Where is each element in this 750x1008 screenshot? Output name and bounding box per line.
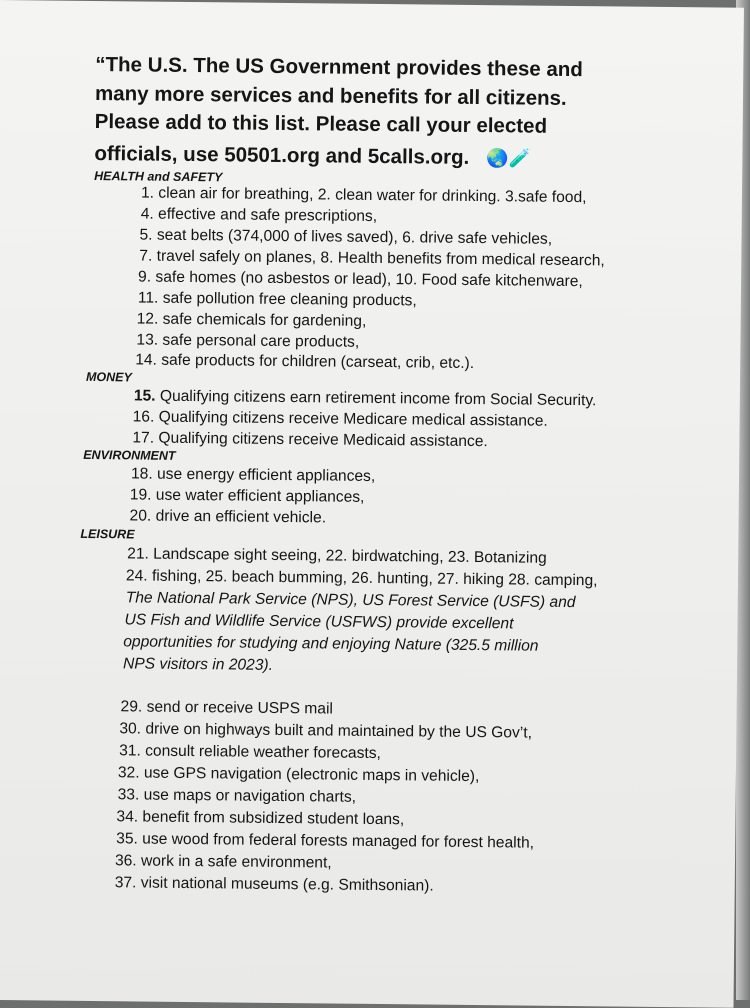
list-item — [134, 387, 597, 410]
section-heading-leisure: LEISURE — [80, 526, 135, 542]
list-item: 19. use water efficient appliances, — [129, 486, 365, 506]
list-item: 1. clean air for breathing, 2. clean water for drinking. 3.safe food, — [140, 184, 587, 207]
section-heading-environment: ENVIRONMENT — [83, 447, 176, 463]
list-item-number: 15. — [133, 387, 156, 405]
list-item: 37. visit national museums (e.g. Smithsonian). — [114, 874, 434, 895]
list-item: 32. use GPS navigation (electronic maps in vehicle), — [117, 764, 480, 786]
title-line: many more services and benefits for all citizens. — [94, 81, 567, 110]
leisure-note-line: opportunities for studying and enjoying Nature (325.5 million — [123, 633, 539, 655]
list-item: 7. travel safely on planes, 8. Health benefits from medical research, — [139, 247, 605, 270]
list-item: 29. send or receive USPS mail — [120, 698, 334, 718]
list-item: 9. safe homes (no asbestos or lead), 10. Food safe kitchenware, — [138, 268, 583, 291]
globe-test-tube-icon: 🌏🧪 — [486, 147, 532, 169]
list-item: 24. fishing, 25. beach bumming, 26. hunting, 27. hiking 28. camping, — [125, 567, 598, 590]
leisure-note-line: US Fish and Wildlife Service (USFWS) provide excellent — [124, 611, 514, 633]
list-item-text: Qualifying citizens receive Medicare medical assistance. — [154, 408, 548, 430]
list-item: 20. drive an efficient vehicle. — [129, 507, 327, 527]
list-item: 33. use maps or navigation charts, — [117, 786, 357, 806]
list-item: 30. drive on highways built and maintained by the US Gov’t, — [119, 720, 533, 742]
title-line-text: officials, use 50501.org and 5calls.org. — [94, 141, 470, 169]
list-item: 12. safe chemicals for gardening, — [136, 310, 367, 330]
list-item: 21. Landscape sight seeing, 22. birdwatching, 23. Botanizing — [127, 545, 547, 567]
list-item: 14. safe products for children (carseat, crib, etc.). — [135, 351, 475, 372]
leisure-note-line: The National Park Service (NPS), US Forest Service (USFS) and — [125, 589, 576, 612]
section-heading-money: MONEY — [85, 369, 132, 385]
list-item-number: 17. — [132, 429, 155, 447]
list-item-text: Qualifying citizens earn retirement income from Social Security. — [155, 387, 597, 410]
leisure-note-line: NPS visitors in 2023). — [122, 655, 274, 674]
list-item: 34. benefit from subsidized student loans, — [116, 808, 405, 829]
list-item: 36. work in a safe environment, — [114, 852, 332, 872]
list-item: 18. use energy efficient appliances, — [130, 465, 376, 485]
title-line: “The U.S. The US Government provides these and — [95, 53, 583, 82]
list-item: 5. seat belts (374,000 of lives saved), 6. drive safe vehicles, — [139, 226, 553, 248]
list-item — [133, 408, 548, 430]
list-item — [132, 429, 488, 451]
list-item: 31. consult reliable weather forecasts, — [119, 742, 382, 763]
list-item: 4. effective and safe prescriptions, — [140, 205, 378, 225]
list-item: 13. safe personal care products, — [136, 331, 360, 351]
list-item-text: Qualifying citizens receive Medicaid assistance. — [154, 429, 488, 451]
title-line: Please add to this list. Please call your elected — [94, 109, 548, 138]
list-item-number: 16. — [132, 408, 155, 426]
page-title — [94, 51, 695, 174]
list-item: 35. use wood from federal forests managed for forest health, — [116, 830, 535, 852]
section-heading-health: HEALTH and SAFETY — [94, 168, 223, 185]
list-item: 11. safe pollution free cleaning products, — [137, 289, 417, 310]
